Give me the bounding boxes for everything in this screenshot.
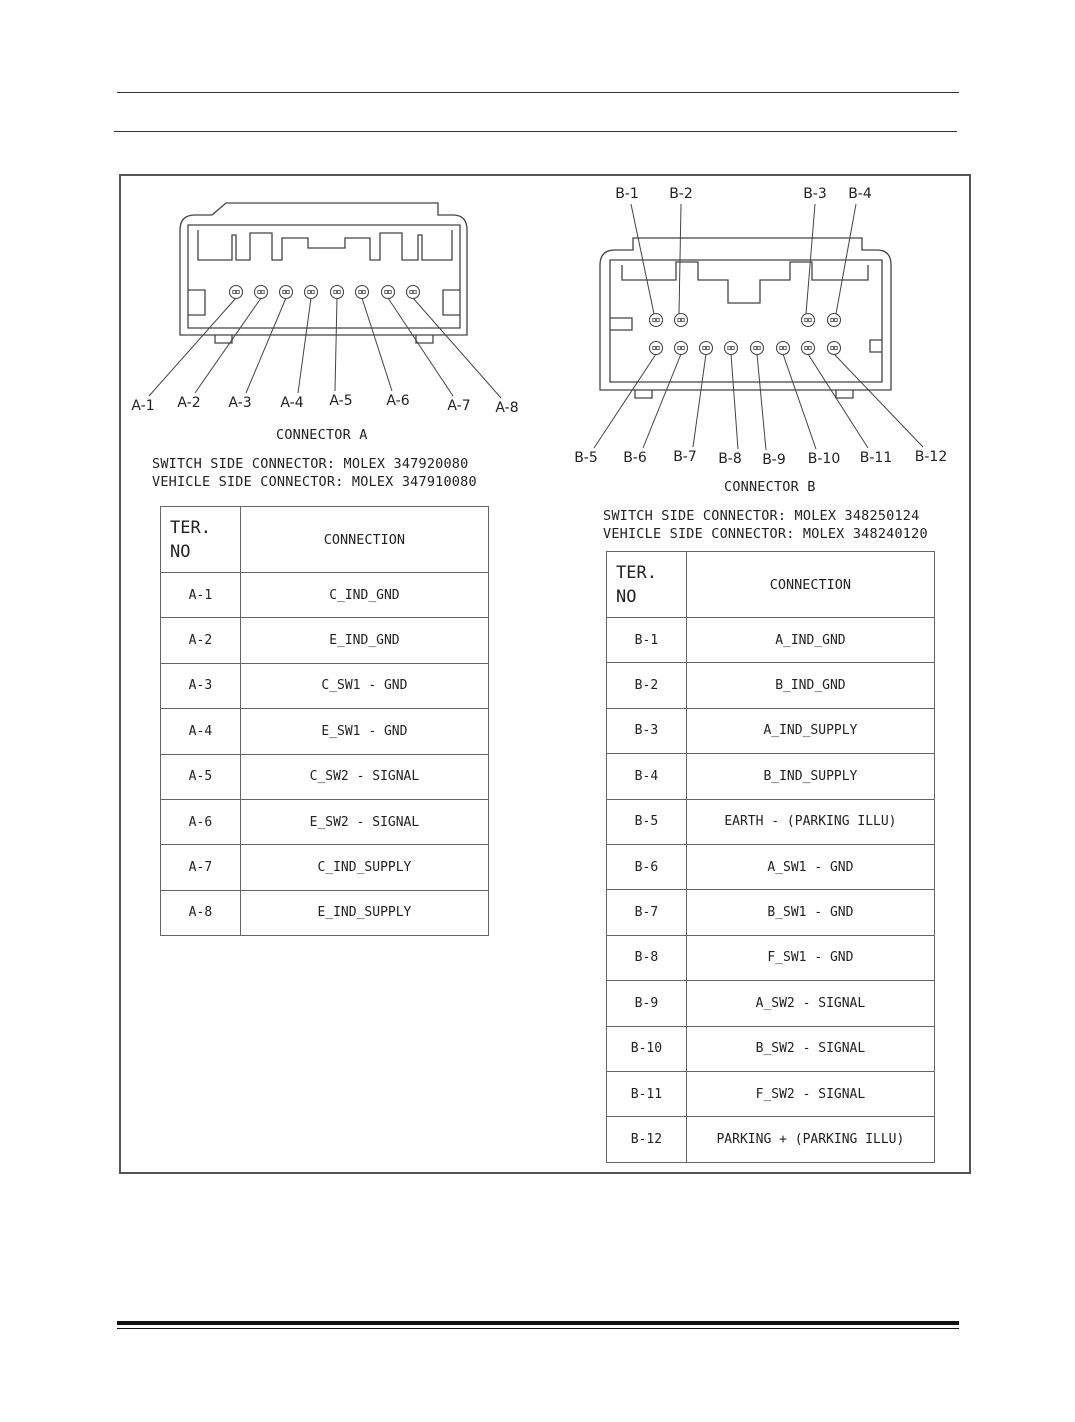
connection-cell: C_IND_SUPPLY [240,845,488,890]
ter-cell: B-11 [607,1071,687,1116]
pin-terminal [356,286,369,299]
leader-line [246,298,286,393]
connection-cell: A_SW1 - GND [686,844,934,889]
table-row [161,618,489,663]
connection-cell: C_IND_GND [240,573,488,618]
pin-terminal [407,286,420,299]
connection-cell: A_IND_GND [686,618,934,663]
pin-label: A-4 [280,395,304,411]
table-header [161,507,489,573]
table-row [161,573,489,618]
leader-line [362,298,392,391]
connection-cell: A_SW2 - SIGNAL [686,981,934,1026]
ter-cell: B-8 [607,935,687,980]
table-row [607,890,935,935]
connector-a-pins [230,286,420,299]
ter-cell: B-1 [607,618,687,663]
pin-label: A-5 [329,393,353,409]
pin-terminal [802,342,815,355]
leader-line [731,354,738,449]
pin-terminal [675,342,688,355]
leader-line [806,204,815,314]
connection-cell: B_SW2 - SIGNAL [686,1026,934,1071]
ter-cell: A-3 [161,663,241,708]
leader-line [149,298,236,396]
pin-label: B-12 [914,449,948,465]
connector-b-title: CONNECTOR B [724,479,816,495]
table-row [161,845,489,890]
connection-cell: EARTH - (PARKING ILLU) [686,799,934,844]
leader-line [631,204,654,314]
header-ter [607,552,687,618]
connection-cell: C_SW1 - GND [240,663,488,708]
table-row [607,981,935,1026]
leader-line [836,204,856,314]
connector-a-pin-labels [131,393,518,416]
table-row [161,799,489,844]
pin-terminal [650,314,663,327]
leader-line [808,354,868,448]
connector-b-drawing [600,238,891,398]
connector-a-table [160,506,489,936]
leader-line [594,354,656,448]
table-row [607,663,935,708]
pin-label: A-1 [131,398,155,414]
leader-line [757,354,766,450]
connection-cell: B_SW1 - GND [686,890,934,935]
ter-cell: A-2 [161,618,241,663]
ter-cell: B-6 [607,844,687,889]
pin-terminal [382,286,395,299]
pin-label: A-2 [177,395,201,411]
leader-line [335,298,337,391]
pin-label: B-11 [859,450,893,466]
connector-a-drawing [180,203,467,343]
leader-line [413,298,501,398]
connector-b-pins [650,314,841,355]
header-connection: CONNECTION [686,552,934,618]
ter-cell: A-7 [161,845,241,890]
table-row [607,935,935,980]
connection-cell: F_SW2 - SIGNAL [686,1071,934,1116]
table-row [161,890,489,935]
pin-label: A-6 [386,393,410,409]
pin-label: B-7 [673,449,697,465]
ter-cell: B-4 [607,754,687,799]
header-ter-line2: NO [170,541,191,562]
leader-line [298,298,311,393]
leader-line [643,354,681,448]
ter-cell: A-4 [161,709,241,754]
table-header [607,552,935,618]
pin-label: B-8 [718,451,742,467]
table-row [607,799,935,844]
ter-cell: B-3 [607,708,687,753]
header-ter-line2: NO [616,586,637,607]
pin-terminal [828,314,841,327]
pin-label: B-9 [762,452,786,468]
header-ter [161,507,241,573]
pin-terminal [828,342,841,355]
pin-terminal [675,314,688,327]
pin-label: A-3 [228,395,252,411]
connection-cell: E_IND_GND [240,618,488,663]
table-row [607,708,935,753]
table-row [607,1071,935,1116]
connection-cell: B_IND_GND [686,663,934,708]
ter-cell: B-2 [607,663,687,708]
connector-b-leaders [594,204,923,450]
connection-cell: A_IND_SUPPLY [686,708,934,753]
table-row [607,844,935,889]
connector-a-title: CONNECTOR A [276,427,368,443]
pin-terminal [280,286,293,299]
pin-label: B-10 [807,451,841,467]
ter-cell: B-9 [607,981,687,1026]
ter-cell: B-10 [607,1026,687,1071]
pin-terminal [230,286,243,299]
pin-label: B-6 [623,450,647,466]
leader-line [679,204,681,314]
pin-terminal [331,286,344,299]
connector-b-vehicle-side: VEHICLE SIDE CONNECTOR: MOLEX 348240120 [603,526,928,542]
ter-cell: B-5 [607,799,687,844]
ter-cell: B-7 [607,890,687,935]
connection-cell: C_SW2 - SIGNAL [240,754,488,799]
connection-cell: E_IND_SUPPLY [240,890,488,935]
connector-b-switch-side: SWITCH SIDE CONNECTOR: MOLEX 348250124 [603,508,920,524]
connection-cell: B_IND_SUPPLY [686,754,934,799]
pin-terminal [700,342,713,355]
connector-a-leaders [149,298,501,398]
connector-a-switch-side: SWITCH SIDE CONNECTOR: MOLEX 347920080 [152,456,469,472]
table-row [161,754,489,799]
pin-label: A-8 [495,400,519,416]
connection-cell: F_SW1 - GND [686,935,934,980]
pin-terminal [802,314,815,327]
pin-label: B-2 [669,186,693,202]
table-row [607,1026,935,1071]
ter-cell: A-1 [161,573,241,618]
pin-terminal [305,286,318,299]
pin-label: B-4 [848,186,872,202]
leader-line [783,354,816,449]
ter-cell: A-5 [161,754,241,799]
pin-terminal [751,342,764,355]
connection-cell: E_SW2 - SIGNAL [240,799,488,844]
ter-cell: A-6 [161,799,241,844]
pin-terminal [777,342,790,355]
connection-cell: E_SW1 - GND [240,709,488,754]
table-row [607,754,935,799]
header-ter-line1: TER. [170,517,211,538]
pin-label: B-1 [615,186,639,202]
table-row [161,663,489,708]
connector-b-table [606,551,935,1163]
pin-terminal [255,286,268,299]
header-connection: CONNECTION [240,507,488,573]
connector-a-vehicle-side: VEHICLE SIDE CONNECTOR: MOLEX 347910080 [152,474,477,490]
pin-label: B-3 [803,186,827,202]
pin-label: A-7 [447,398,471,414]
leader-line [834,354,923,447]
connection-cell: PARKING + (PARKING ILLU) [686,1117,934,1162]
leader-line [693,354,706,447]
pin-terminal [725,342,738,355]
ter-cell: A-8 [161,890,241,935]
table-row [607,618,935,663]
table-row [607,1117,935,1162]
ter-cell: B-12 [607,1117,687,1162]
header-ter-line1: TER. [616,562,657,583]
table-row [161,709,489,754]
pin-terminal [650,342,663,355]
pin-label: B-5 [574,450,598,466]
